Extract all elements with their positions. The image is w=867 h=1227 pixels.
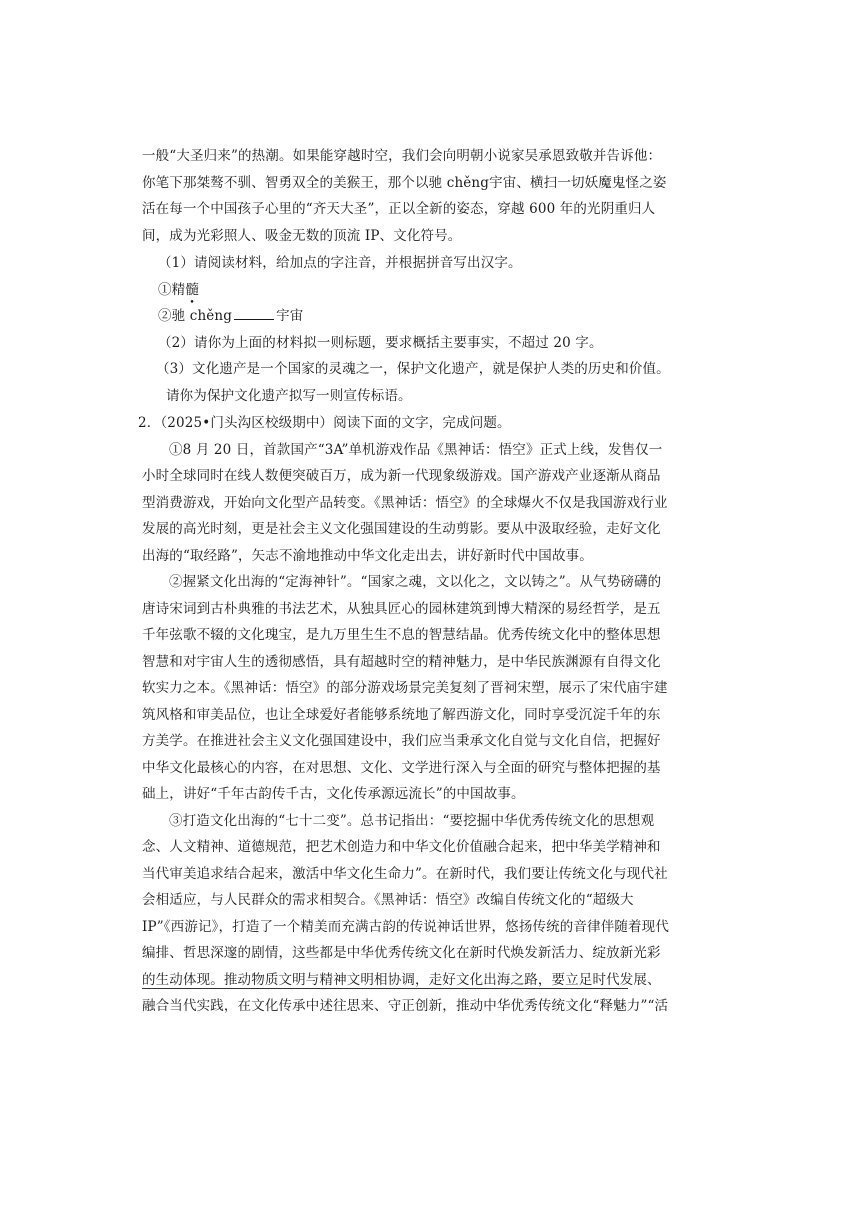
footer-rule [142, 988, 628, 989]
passage-1 [142, 143, 670, 249]
question-2-paragraph-3: ③打造文化出海的“七十二变”。总书记指出：“要挖掘中华优秀传统文化的思想观念、人文精神、道德规范，把艺术创造力和中华文化价值融合起来，把中华美学精神和当代审美追求结合起来，激活中华文化生命力”。在新时代，我们要让传统文化与现代社会相适应，与人民群众的需求相契合。《黑神话：悟空》改编自传统文化的“超级大 IP”《西游记》，打造了一个精美而充满古韵的传说神话世界，悠扬传统的音律伴随着现代编排、哲思深邃的剧情，这些都是中华优秀传统文化在新时代焕发新活力、绽放新光彩的生动体现。推动物质文明与精神文明相协调，走好文化出海之路，要立足时代发展、融合当代实践，在文化传承中述往思来、守正创新，推动中华优秀传统文化“释魅力”“活 [142, 812, 669, 1014]
question-1-1: （1）请阅读材料，给加点的字注音，并根据拼音写出汉字。 [158, 255, 522, 271]
passage-1-paragraph: 一般“大圣归来”的热潮。如果能穿越时空，我们会向明朝小说家吴承恩致敬并告诉他：你笔下那桀骜不驯、智勇双全的美猴王，那个以驰 chěng宇宙、横扫一切妖魔鬼怪之姿活在每一个中国孩子心里的“齐天大圣”，正以全新的姿态，穿越 600 年的光阴重归人间，成为光彩照人、吸金无数的顶流 IP、文化符号。 [142, 148, 667, 244]
question-2-block [138, 410, 670, 1020]
question-1-1-item-2 [142, 303, 670, 330]
question-1-3: （3）文化遗产是一个国家的灵魂之一，保护文化遗产，就是保护人类的历史和价值。请你为保护文化遗产拟写一则宣传标语。 [156, 361, 670, 404]
question-1-2: （2）请你为上面的材料拟一则标题，要求概括主要事实，不超过 20 字。 [158, 334, 603, 351]
answer-blank[interactable] [234, 305, 274, 320]
item-2-suffix: 宇宙 [276, 308, 304, 324]
question-1-block [142, 250, 670, 409]
item-1-prefix: ①精 [158, 281, 186, 298]
emphasized-character: 髓 [185, 281, 199, 298]
question-2-header: 2．（2025•门头沟区校级期中）阅读下面的文字，完成问题。 [138, 415, 511, 431]
question-2-paragraph-2: ②握紧文化出海的“定海神针”。“国家之魂，文以化之，文以铸之”。从气势磅礴的唐诗宋词到古朴典雅的书法艺术，从独具匠心的园林建筑到博大精深的易经哲学，是五千年弦歌不辍的文化瑰宝，是九万里生生不息的智慧结晶。优秀传统文化中的整体思想智慧和对宇宙人生的透彻感悟，具有超越时空的精神魅力，是中华民族渊源有自得文化软实力之本。《黑神话：悟空》的部分游戏场景完美复刻了晋祠宋塑，展示了宋代庙宇建筑风格和审美品位，也让全球爱好者能够系统地了解西游文化，同时享受沉淀千年的东方美学。在推进社会主义文化强国建设中，我们应当秉承文化自觉与文化自信，把握好中华文化最核心的内容，在对思想、文化、文学进行深入与全面的研究与整体把握的基础上，讲好“千年古韵传千古，文化传承源远流长”的中国故事。 [142, 574, 668, 802]
item-2-prefix: ②驰 chěng [158, 308, 233, 324]
question-2-paragraph-1: ①8 月 20 日，首款国产“3A”单机游戏作品《黑神话：悟空》正式上线，发售仅一小时全球同时在线人数便突破百万，成为新一代现象级游戏。国产游戏产业逐渐从商品型消费游戏，开始向文化型产品转变。《黑神话：悟空》的全球爆火不仅是我国游戏行业发展的高光时刻，更是社会主义文化强国建设的生动剪影。要从中汲取经验，走好文化出海的“取经路”，矢志不渝地推动中华文化走出去，讲好新时代中国故事。 [142, 441, 668, 564]
question-1-1-item-1 [142, 277, 670, 304]
